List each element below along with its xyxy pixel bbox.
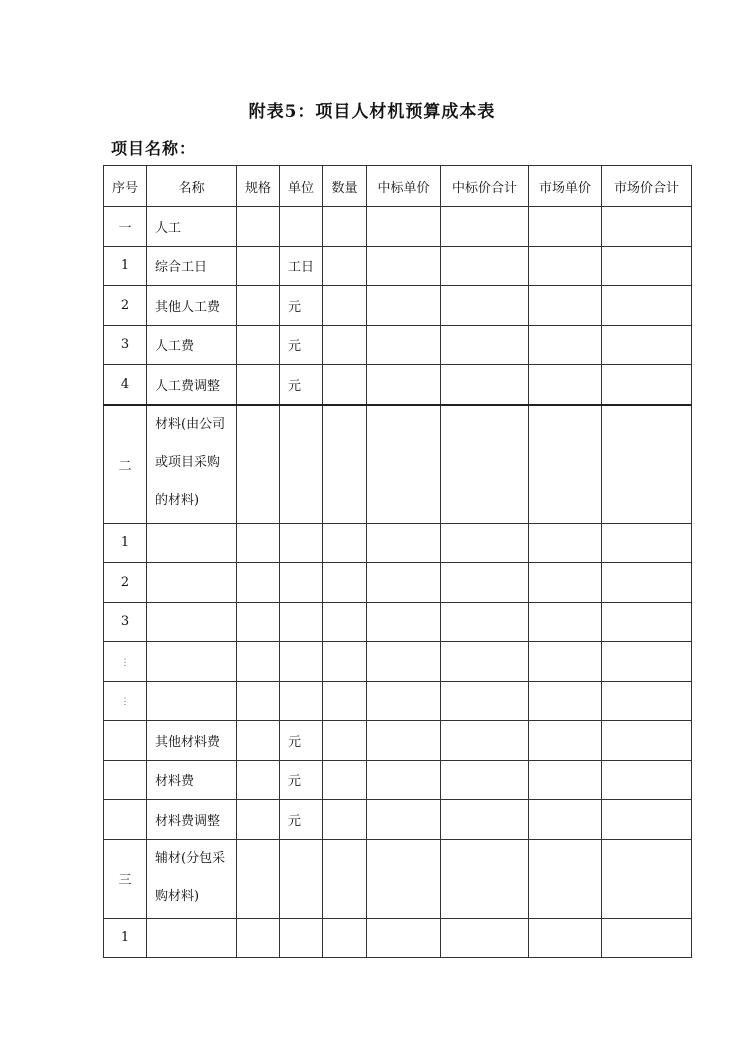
cell-spec <box>237 839 280 918</box>
cell-market-unit-price <box>529 523 602 563</box>
cell-name: 其他人工费 <box>147 286 237 326</box>
cell-seq <box>104 721 147 761</box>
cell-qty <box>323 286 367 326</box>
cell-bid-unit-price <box>367 918 441 958</box>
cell-qty <box>323 365 367 405</box>
table-row <box>104 681 692 721</box>
cell-unit: 元 <box>280 286 323 326</box>
cell-unit: 元 <box>280 800 323 840</box>
cell-market-unit-price <box>529 839 602 918</box>
cell-name-line: 材料(由公司 <box>155 416 226 432</box>
cell-market-unit-price <box>529 207 602 247</box>
cell-bid-total <box>441 918 529 958</box>
cell-unit <box>280 405 323 524</box>
cell-market-total <box>602 918 692 958</box>
cell-name-line: 购材料) <box>155 888 200 904</box>
cell-market-total <box>602 642 692 682</box>
cell-qty <box>323 918 367 958</box>
cell-name <box>147 839 237 918</box>
cell-market-unit-price <box>529 918 602 958</box>
cell-qty <box>323 602 367 642</box>
table-row <box>104 563 692 603</box>
cell-bid-total <box>441 325 529 365</box>
cell-name: 人工 <box>147 207 237 247</box>
cell-market-unit-price <box>529 286 602 326</box>
cell-name <box>147 681 237 721</box>
cell-market-total <box>602 563 692 603</box>
table-row <box>104 602 692 642</box>
cell-unit <box>280 681 323 721</box>
cell-bid-unit-price <box>367 800 441 840</box>
cell-unit: 元 <box>280 721 323 761</box>
cell-market-total <box>602 207 692 247</box>
cell-market-unit-price <box>529 405 602 524</box>
cell-spec <box>237 602 280 642</box>
table-row <box>104 800 692 840</box>
page-title: 附表5：项目人材机预算成本表 <box>248 102 496 122</box>
cell-bid-unit-price <box>367 721 441 761</box>
cell-unit <box>280 207 323 247</box>
table-row <box>104 325 692 365</box>
cell-market-total <box>602 325 692 365</box>
cell-bid-total <box>441 523 529 563</box>
cell-bid-unit-price <box>367 405 441 524</box>
table-row <box>104 760 692 800</box>
header-seq: 序号 <box>104 166 147 207</box>
cell-market-total <box>602 839 692 918</box>
cell-bid-total <box>441 602 529 642</box>
cell-name-line: 的材料) <box>155 492 200 508</box>
cell-market-unit-price <box>529 246 602 286</box>
cell-name-line: 辅材(分包采 <box>155 850 226 866</box>
cell-qty <box>323 207 367 247</box>
cell-name <box>147 642 237 682</box>
cell-market-unit-price <box>529 721 602 761</box>
cell-qty <box>323 642 367 682</box>
cell-spec <box>237 721 280 761</box>
cell-unit: 工日 <box>280 246 323 286</box>
cell-seq: 1 <box>104 918 147 958</box>
cell-spec <box>237 246 280 286</box>
cell-qty <box>323 405 367 524</box>
cell-bid-total <box>441 563 529 603</box>
cell-bid-total <box>441 839 529 918</box>
ellipsis-mark: ⋮ <box>120 697 130 708</box>
header-qty: 数量 <box>323 166 367 207</box>
cell-seq: 3 <box>104 602 147 642</box>
cell-bid-unit-price <box>367 207 441 247</box>
cell-spec <box>237 918 280 958</box>
cell-bid-total <box>441 246 529 286</box>
cell-bid-unit-price <box>367 681 441 721</box>
cell-bid-total <box>441 642 529 682</box>
cell-spec <box>237 800 280 840</box>
cell-name: 人工费调整 <box>147 365 237 405</box>
cell-spec <box>237 760 280 800</box>
project-name-label: 项目名称： <box>111 139 197 158</box>
cell-bid-total <box>441 286 529 326</box>
cell-spec <box>237 365 280 405</box>
cell-unit <box>280 563 323 603</box>
cell-qty <box>323 800 367 840</box>
cell-bid-unit-price <box>367 325 441 365</box>
header-unit: 单位 <box>280 166 323 207</box>
cell-bid-unit-price <box>367 286 441 326</box>
cell-unit <box>280 523 323 563</box>
cell-qty <box>323 760 367 800</box>
table-row <box>104 721 692 761</box>
cell-unit: 元 <box>280 325 323 365</box>
cell-seq <box>104 760 147 800</box>
cell-seq: 4 <box>104 365 147 405</box>
cell-bid-unit-price <box>367 246 441 286</box>
table-row <box>104 523 692 563</box>
table-row <box>104 365 692 405</box>
cell-seq <box>104 681 147 721</box>
cell-name: 其他材料费 <box>147 721 237 761</box>
cell-market-unit-price <box>529 800 602 840</box>
cell-seq <box>104 800 147 840</box>
cell-bid-total <box>441 721 529 761</box>
cell-unit <box>280 918 323 958</box>
cell-name <box>147 405 237 524</box>
cell-seq: 一 <box>104 207 147 247</box>
cell-unit: 元 <box>280 760 323 800</box>
cell-qty <box>323 325 367 365</box>
cell-market-total <box>602 365 692 405</box>
table-row <box>104 405 692 524</box>
cell-seq: 2 <box>104 563 147 603</box>
cell-market-total <box>602 800 692 840</box>
cell-spec <box>237 523 280 563</box>
cell-bid-total <box>441 760 529 800</box>
cell-market-total <box>602 286 692 326</box>
cell-qty <box>323 681 367 721</box>
cell-bid-total <box>441 207 529 247</box>
cell-spec <box>237 405 280 524</box>
cell-market-total <box>602 602 692 642</box>
header-bid-total: 中标价合计 <box>441 166 529 207</box>
cell-name: 材料费 <box>147 760 237 800</box>
cell-name: 综合工日 <box>147 246 237 286</box>
cell-seq: 1 <box>104 523 147 563</box>
cell-seq: 三 <box>104 839 147 918</box>
table-row <box>104 642 692 682</box>
header-market-total: 市场价合计 <box>602 166 692 207</box>
cell-seq: 3 <box>104 325 147 365</box>
table-row <box>104 286 692 326</box>
cell-bid-unit-price <box>367 839 441 918</box>
cell-name: 人工费 <box>147 325 237 365</box>
header-market-unit-price: 市场单价 <box>529 166 602 207</box>
cell-name <box>147 563 237 603</box>
cell-spec <box>237 207 280 247</box>
cell-market-unit-price <box>529 325 602 365</box>
cell-market-total <box>602 681 692 721</box>
cell-bid-total <box>441 800 529 840</box>
cell-spec <box>237 286 280 326</box>
table-row <box>104 207 692 247</box>
cell-bid-total <box>441 681 529 721</box>
cell-unit: 元 <box>280 365 323 405</box>
cell-name-line: 或项目采购 <box>155 454 221 470</box>
table-row <box>104 839 692 918</box>
cell-name <box>147 918 237 958</box>
cost-table <box>103 165 692 958</box>
cell-unit <box>280 839 323 918</box>
cell-bid-unit-price <box>367 365 441 405</box>
cell-qty <box>323 563 367 603</box>
cell-market-total <box>602 523 692 563</box>
cell-market-total <box>602 760 692 800</box>
cell-market-unit-price <box>529 602 602 642</box>
cell-bid-unit-price <box>367 563 441 603</box>
cell-name <box>147 602 237 642</box>
cell-market-total <box>602 405 692 524</box>
cell-spec <box>237 681 280 721</box>
cell-unit <box>280 602 323 642</box>
cell-seq: 2 <box>104 286 147 326</box>
cell-bid-total <box>441 365 529 405</box>
cell-market-total <box>602 246 692 286</box>
cell-bid-unit-price <box>367 642 441 682</box>
table-row <box>104 918 692 958</box>
cell-market-unit-price <box>529 365 602 405</box>
cell-market-unit-price <box>529 681 602 721</box>
cell-market-total <box>602 721 692 761</box>
cell-spec <box>237 325 280 365</box>
cell-bid-unit-price <box>367 602 441 642</box>
cell-qty <box>323 523 367 563</box>
cell-seq: 1 <box>104 246 147 286</box>
cell-market-unit-price <box>529 642 602 682</box>
cell-market-unit-price <box>529 563 602 603</box>
cell-bid-unit-price <box>367 760 441 800</box>
ellipsis-mark: ⋮ <box>120 657 130 668</box>
cell-qty <box>323 721 367 761</box>
header-name: 名称 <box>147 166 237 207</box>
cell-market-unit-price <box>529 760 602 800</box>
cell-unit <box>280 642 323 682</box>
header-spec: 规格 <box>237 166 280 207</box>
cell-bid-unit-price <box>367 523 441 563</box>
cell-seq: 二 <box>104 405 147 524</box>
table-header-row <box>104 166 692 207</box>
cell-name <box>147 523 237 563</box>
header-bid-unit-price: 中标单价 <box>367 166 441 207</box>
cell-name: 材料费调整 <box>147 800 237 840</box>
cell-seq <box>104 642 147 682</box>
table-row <box>104 246 692 286</box>
cell-qty <box>323 246 367 286</box>
cell-qty <box>323 839 367 918</box>
cell-bid-total <box>441 405 529 524</box>
cell-spec <box>237 563 280 603</box>
cell-spec <box>237 642 280 682</box>
